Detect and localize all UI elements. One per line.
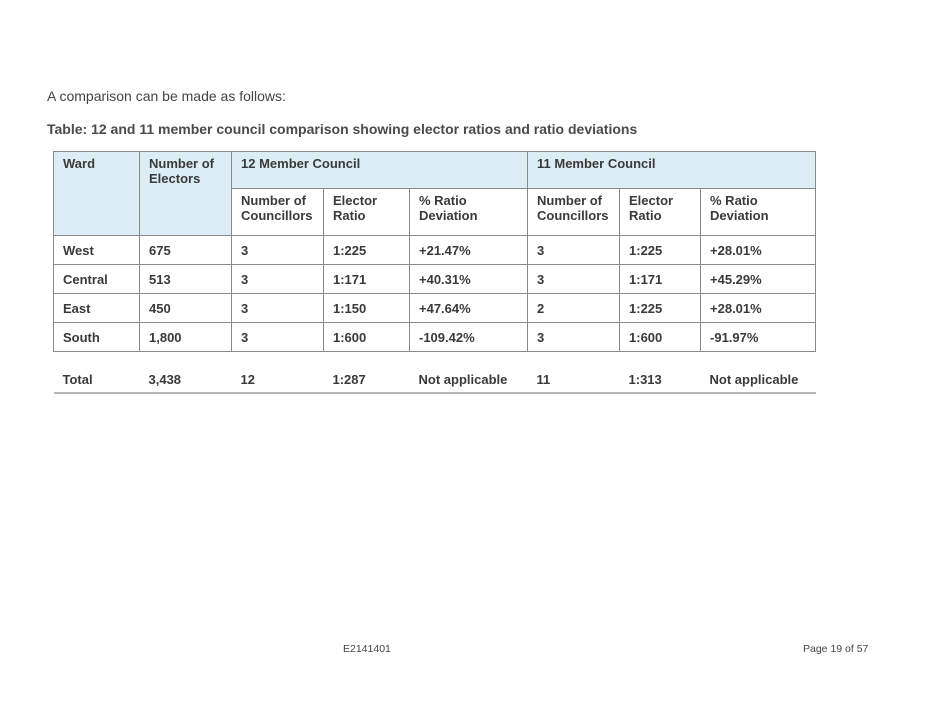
total-11-councillors: 11	[528, 366, 620, 393]
cell-12-deviation: +40.31%	[410, 265, 528, 294]
cell-electors: 513	[140, 265, 232, 294]
table-spacer-row	[54, 352, 816, 367]
table-row	[54, 323, 816, 352]
spacer-cell	[54, 352, 816, 367]
cell-11-ratio: 1:600	[620, 323, 701, 352]
cell-11-councillors: 3	[528, 236, 620, 265]
table-row	[54, 236, 816, 265]
table-row	[54, 265, 816, 294]
cell-11-deviation: +45.29%	[701, 265, 816, 294]
cell-12-ratio: 1:600	[324, 323, 410, 352]
cell-11-ratio: 1:225	[620, 236, 701, 265]
total-12-councillors: 12	[232, 366, 324, 393]
cell-11-ratio: 1:225	[620, 294, 701, 323]
cell-electors: 675	[140, 236, 232, 265]
total-12-ratio: 1:287	[324, 366, 410, 393]
council-comparison-table	[53, 151, 816, 394]
cell-11-councillors: 3	[528, 323, 620, 352]
cell-12-councillors: 3	[232, 236, 324, 265]
cell-12-deviation: +47.64%	[410, 294, 528, 323]
cell-12-ratio: 1:150	[324, 294, 410, 323]
header-12-councillors: Number of Councillors	[232, 189, 324, 236]
header-12-ratio-deviation: % Ratio Deviation	[410, 189, 528, 236]
intro-text: A comparison can be made as follows:	[47, 88, 286, 104]
total-electors: 3,438	[140, 366, 232, 393]
cell-ward: East	[54, 294, 140, 323]
total-12-deviation: Not applicable	[410, 366, 528, 393]
footer-document-id: E2141401	[343, 643, 391, 655]
header-ward: Ward	[54, 152, 140, 236]
cell-11-councillors: 2	[528, 294, 620, 323]
cell-electors: 450	[140, 294, 232, 323]
header-12-member-council: 12 Member Council	[232, 152, 528, 189]
cell-12-ratio: 1:225	[324, 236, 410, 265]
table-header-group-row	[54, 152, 816, 189]
cell-electors: 1,800	[140, 323, 232, 352]
total-label: Total	[54, 366, 140, 393]
cell-12-deviation: +21.47%	[410, 236, 528, 265]
cell-11-deviation: +28.01%	[701, 294, 816, 323]
cell-11-councillors: 3	[528, 265, 620, 294]
total-11-deviation: Not applicable	[701, 366, 816, 393]
header-12-elector-ratio: Elector Ratio	[324, 189, 410, 236]
cell-12-ratio: 1:171	[324, 265, 410, 294]
header-11-councillors: Number of Councillors	[528, 189, 620, 236]
table-total-row	[54, 366, 816, 393]
cell-ward: West	[54, 236, 140, 265]
cell-12-councillors: 3	[232, 265, 324, 294]
cell-12-councillors: 3	[232, 294, 324, 323]
header-number-of-electors: Number of Electors	[140, 152, 232, 236]
cell-12-deviation: -109.42%	[410, 323, 528, 352]
cell-11-ratio: 1:171	[620, 265, 701, 294]
table-row	[54, 294, 816, 323]
cell-11-deviation: -91.97%	[701, 323, 816, 352]
cell-ward: Central	[54, 265, 140, 294]
cell-12-councillors: 3	[232, 323, 324, 352]
table-caption: Table: 12 and 11 member council comparison showing elector ratios and ratio deviations	[47, 121, 638, 137]
cell-11-deviation: +28.01%	[701, 236, 816, 265]
total-11-ratio: 1:313	[620, 366, 701, 393]
header-11-ratio-deviation: % Ratio Deviation	[701, 189, 816, 236]
header-11-elector-ratio: Elector Ratio	[620, 189, 701, 236]
footer-page-number: Page 19 of 57	[803, 643, 869, 655]
header-11-member-council: 11 Member Council	[528, 152, 816, 189]
cell-ward: South	[54, 323, 140, 352]
